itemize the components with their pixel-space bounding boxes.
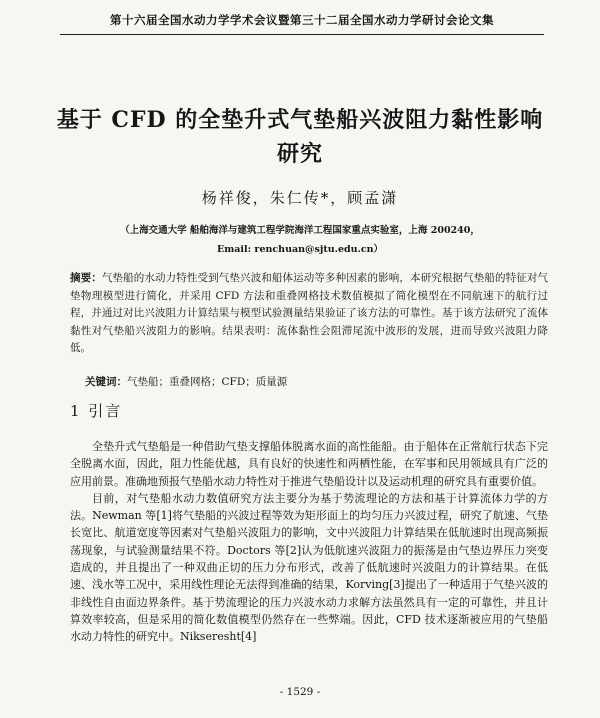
- body-text: [70, 438, 548, 646]
- keywords: [85, 374, 548, 389]
- abstract-label: 摘要：: [70, 272, 102, 284]
- page-number: - 1529 -: [279, 686, 321, 698]
- running-header: 第十六届全国水动力学学术会议暨第三十二届全国水动力学研讨会论文集: [60, 12, 544, 35]
- paragraph-2: 目前，对气垫船水动力数值研究方法主要分为基于势流理论的方法和基于计算流体力学的方法。Newman 等[1]将气垫船的兴波过程等效为矩形面上的均匀压力兴波过程，研究了航速、气垫长宽比、航道宽度等因素对气垫船兴波阻力的影响，文中兴波阻力计算结果在低航速时出现高频振荡现象，与试验测量结果不符。Doctors 等[2]认为低航速兴波阻力的振荡是由气垫边界压力突变造成的，并且提出了一种双曲正切的压力分布形式，改善了低航速时兴波阻力的计算结果。在低速、浅水等工况中，采用线性理论无法得到准确的结果，Korving[3]提出了一种适用于气垫兴波的非线性自由面边界条件。基于势流理论的压力兴波水动力求解方法虽然具有一定的可靠性，并且计算效率较高，但是采用的简化数值模型仍然存在一些弊端。因此，CFD 技术逐渐被应用的气垫船水动力特性的研究中。Nikseresht[4]: [70, 491, 548, 644]
- authors: 杨祥俊，朱仁传*，顾孟潇: [201, 189, 399, 207]
- keywords-label: 关键词：: [85, 376, 127, 388]
- affiliation: （上海交通大学 船舶海洋与建筑工程学院海洋工程国家重点实验室，上海 200240，: [120, 225, 480, 236]
- section-heading-introduction: 1 引言: [70, 402, 123, 420]
- abstract: [70, 270, 548, 358]
- keywords-text: 气垫船；重叠网格；CFD；质量源: [127, 376, 288, 388]
- contact-email: Email: renchuan@sjtu.edu.cn）: [216, 244, 384, 255]
- abstract-text: 气垫船的水动力特性受到气垫兴波和船体运动等多种因素的影响，本研究根据气垫船的特征对气垫物理模型进行简化，并采用 CFD 方法和重叠网格技术数值模拟了简化模型在不同航速下的航行过程，并通过对比兴波阻力计算结果与模型试验测量结果验证了该方法的可靠性。基于该方法研究了流体黏性对气垫船兴波阻力的影响。结果表明：流体黏性会阻滞尾流中波形的发展，进而导致兴波阻力降低。: [70, 272, 548, 354]
- paper-title: 基于 CFD 的全垫升式气垫船兴波阻力黏性影响研究: [56, 107, 544, 167]
- paragraph-1: 全垫升式气垫船是一种借助气垫支撑船体脱离水面的高性能船。由于船体在正常航行状态下完全脱离水面，因此，阻力性能优越，具有良好的快速性和两栖性能，在军事和民用领域具有广泛的应用前景。准确地预报气垫船水动力特性对于推进气垫船设计以及运动机理的研究具有重要价值。: [70, 440, 548, 488]
